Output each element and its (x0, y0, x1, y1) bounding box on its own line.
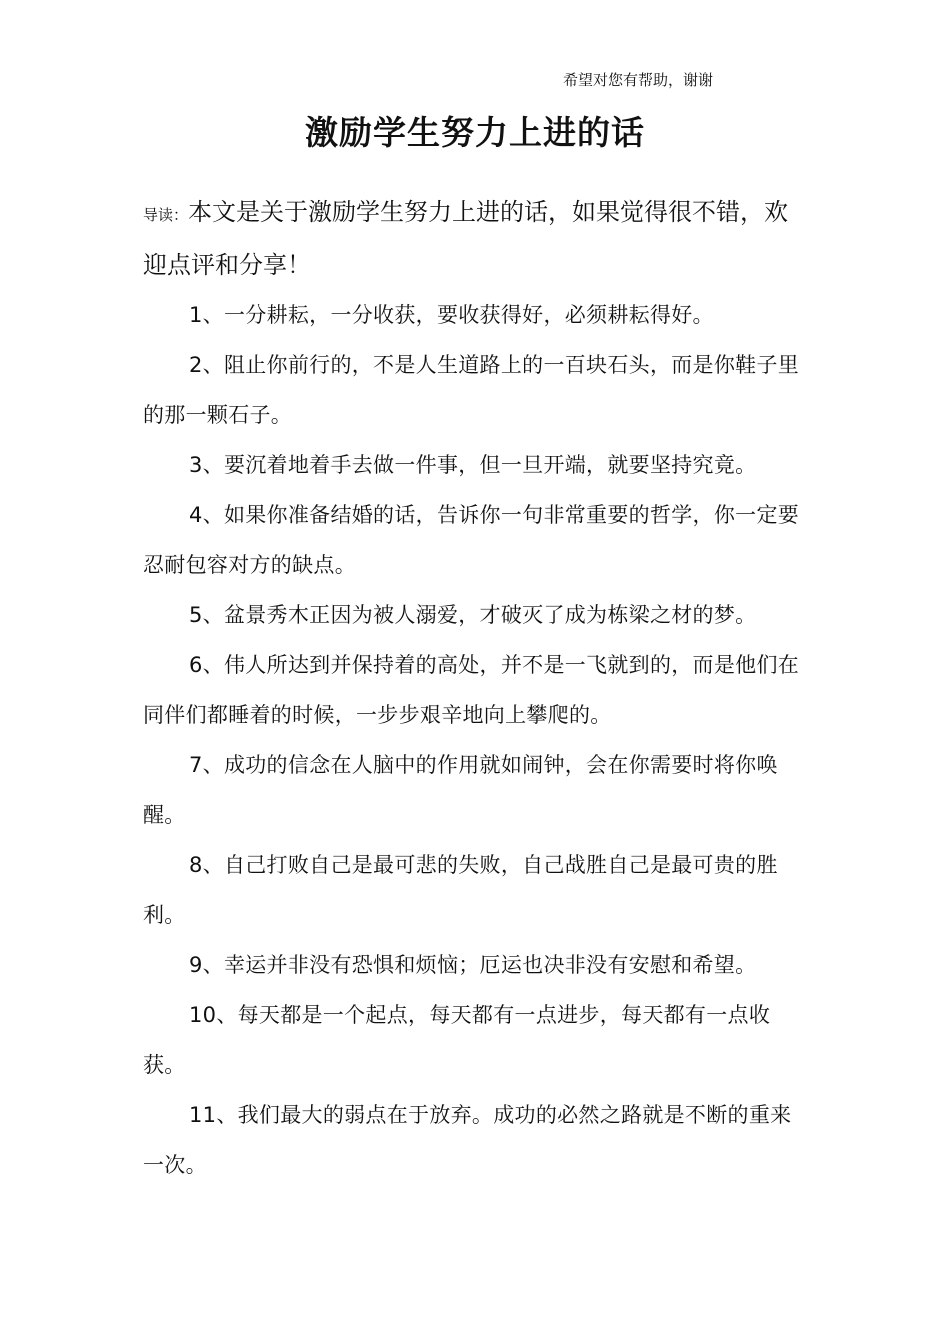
quote-item-6: 6、伟人所达到并保持着的高处，并不是一飞就到的，而是他们在同伴们都睡着的时候，一步步艰辛地向上攀爬的。 (143, 653, 800, 727)
quote-item-5: 5、盆景秀木正因为被人溺爱，才破灭了成为栋梁之材的梦。 (189, 603, 757, 627)
quote-item-8: 8、自己打败自己是最可悲的失败，自己战胜自己是最可贵的胜利。 (143, 853, 778, 927)
intro-paragraph (143, 187, 809, 290)
header-note: 希望对您有帮助，谢谢 (563, 71, 714, 89)
intro-label: 导读： (143, 206, 189, 224)
document-body (143, 187, 809, 1190)
quote-item-3: 3、要沉着地着手去做一件事，但一旦开端，就要坚持究竟。 (189, 453, 757, 477)
quote-item-9: 9、幸运并非没有恐惧和烦恼；厄运也决非没有安慰和希望。 (189, 953, 757, 977)
intro-text: 本文是关于激励学生努力上进的话，如果觉得很不错，欢迎点评和分享！ (143, 198, 789, 279)
quote-item-4: 4、如果你准备结婚的话，告诉你一句非常重要的哲学，你一定要忍耐包容对方的缺点。 (143, 503, 800, 577)
quote-item-10: 10、每天都是一个起点，每天都有一点进步，每天都有一点收获。 (143, 1003, 771, 1077)
quote-item-11: 11、我们最大的弱点在于放弃。成功的必然之路就是不断的重来一次。 (143, 1103, 792, 1177)
quote-item-7: 7、成功的信念在人脑中的作用就如闹钟，会在你需要时将你唤醒。 (143, 753, 778, 827)
quote-item-1: 1、一分耕耘，一分收获，要收获得好，必须耕耘得好。 (189, 303, 714, 327)
quote-item-2: 2、阻止你前行的，不是人生道路上的一百块石头，而是你鞋子里的那一颗石子。 (143, 353, 800, 427)
document-title: 激励学生努力上进的话 (305, 113, 645, 152)
